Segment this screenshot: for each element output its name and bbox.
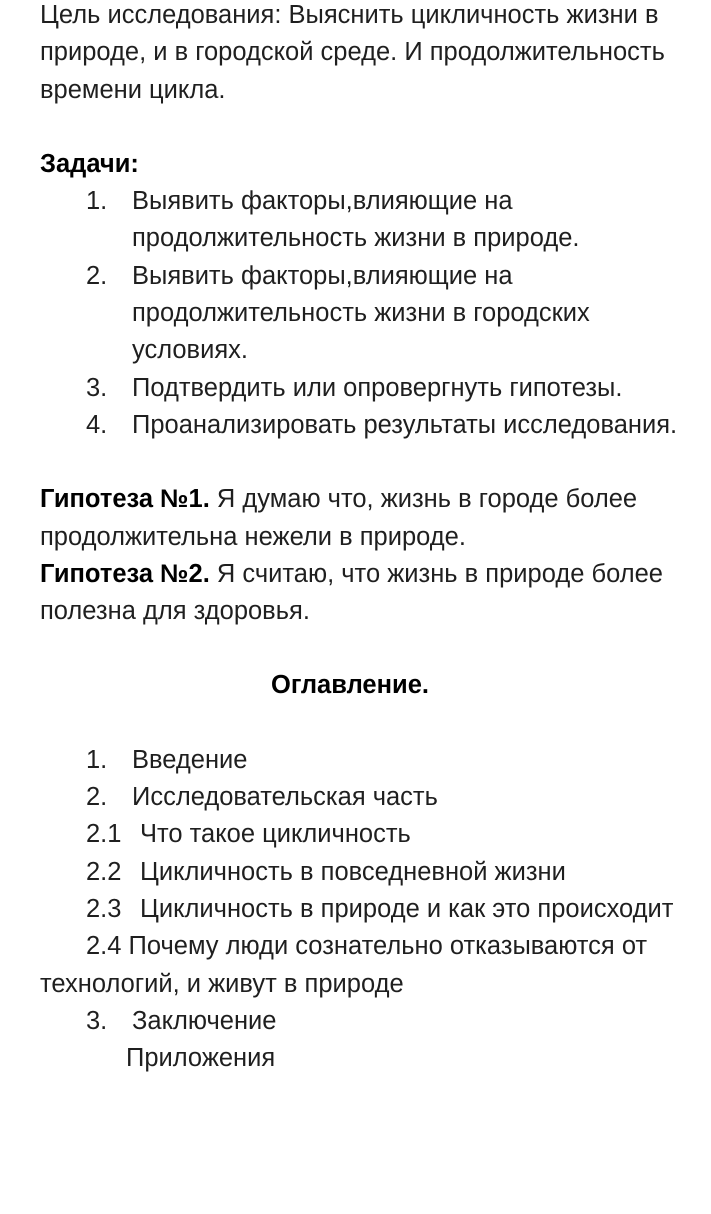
tasks-list — [40, 183, 680, 444]
toc-subitem: 2.1 Что такое цикличность — [86, 820, 411, 849]
hypothesis-2: Гипотеза №2. Я считаю, что жизнь в природе более полезна для здоровья. — [40, 559, 663, 626]
research-goal: Цель исследования: Выяснить цикличность жизни в природе, и в городской среде. И продолжительность времени цикла. — [40, 1, 665, 104]
toc-list-end — [40, 1003, 680, 1040]
list-item: 1. Выявить факторы,влияющие на продолжительность жизни в природе. — [86, 187, 580, 253]
list-item: 4. Проанализировать результаты исследования. — [86, 410, 678, 439]
toc-item-conclusion: 3. Заключение — [86, 1006, 277, 1035]
toc-subitem: 2.3 Цикличность в природе и как это происходит — [86, 894, 674, 923]
list-item: 2. Выявить факторы,влияющие на продолжительность жизни в городских условиях. — [86, 261, 590, 365]
document-body — [40, 0, 680, 1077]
list-item: 3. Подтвердить или опровергнуть гипотезы. — [86, 373, 623, 402]
toc-item-appendix: Приложения — [126, 1044, 276, 1073]
toc-item-research: 2. Исследовательская часть — [86, 783, 438, 812]
toc-heading: Оглавление. — [271, 671, 429, 700]
toc-subitem: 2.2 Цикличность в повседневной жизни — [86, 857, 566, 886]
hypothesis-1: Гипотеза №1. Я думаю что, жизнь в городе более продолжительна нежели в природе. — [40, 485, 638, 551]
toc-subitem: 2.4 Почему люди сознательно отказываются от технологий, и живут в природе — [40, 932, 648, 998]
toc-list — [40, 742, 680, 817]
toc-item-introduction: 1. Введение — [86, 745, 248, 774]
tasks-heading: Задачи: — [40, 149, 139, 178]
